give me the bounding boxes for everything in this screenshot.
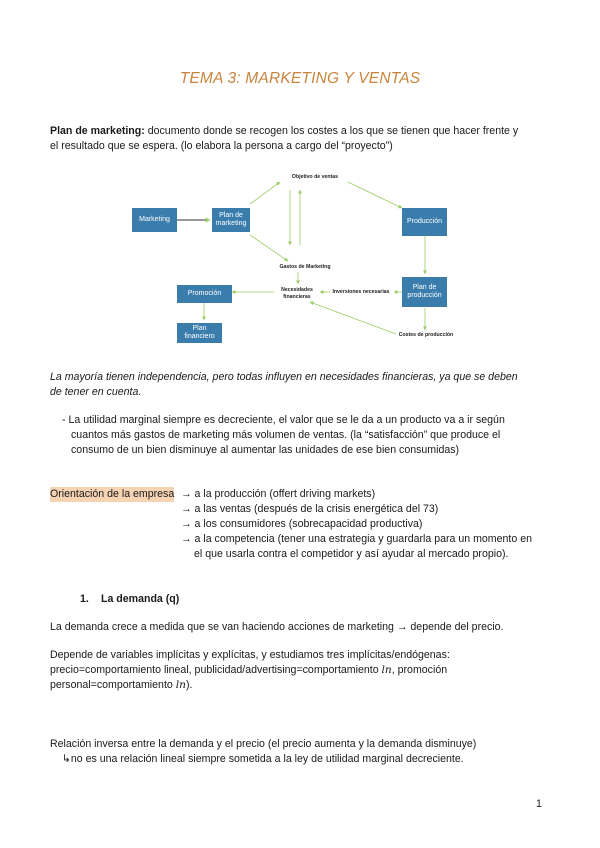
box-marketing: Marketing	[132, 208, 177, 232]
demanda-paragraph-3-line2: ↳no es una relación lineal siempre sometida a la ley de utilidad marginal decreciente.	[62, 753, 464, 765]
arrow-plan-gastos	[250, 235, 288, 261]
plan-definition	[50, 124, 560, 139]
arrow-costes-necesidades	[310, 302, 396, 334]
demanda-paragraph-2-line1: Depende de variables implícitas y explícitas, y estudiamos tres implícitas/endógenas:	[50, 649, 450, 661]
box-plan-marketing: Plan de marketing	[212, 208, 250, 232]
demanda-paragraph-1: La demanda crece a medida que se van haciendo acciones de marketing → depende del precio.	[50, 621, 504, 633]
section-heading-demanda: La demanda (q)	[101, 593, 180, 605]
demanda-paragraph-2-line3	[50, 678, 570, 693]
label-objetivo-ventas: Objetivo de ventas	[291, 174, 339, 180]
utilidad-line1: - La utilidad marginal siempre es decreciente, el valor que se le da a un producto va a ir según	[62, 414, 505, 426]
demanda-paragraph-3-line1: Relación inversa entre la demanda y el precio (el precio aumenta y la demanda disminuye)	[50, 738, 477, 750]
utilidad-line3: consumo de un bien disminuye al aumentar las unidades de ese bien consumidas)	[71, 444, 460, 456]
orientacion-item-produccion: → a la producción (offert driving markets)	[181, 488, 376, 500]
orientacion-label: Orientación de la empresa	[50, 488, 175, 500]
p2-line3-text-a: personal=comportamiento	[50, 679, 176, 691]
plan-definition-text: documento donde se recogen los costes a los que se tienen que hacer frente y	[144, 125, 519, 137]
orientacion-item-competencia: → a la competencia (tener una estrategia y guardarla para un momento en	[181, 533, 532, 545]
page-number: 1	[536, 798, 542, 810]
box-produccion: Producción	[402, 208, 447, 236]
p2-line2-text-a: precio=comportamiento lineal, publicidad/advertising=comportamiento	[50, 664, 382, 676]
page-title: TEMA 3: MARKETING Y VENTAS	[179, 70, 421, 87]
orientacion-item-competencia-cont: el que usarla contra el competidor y así ayudar al mercado propio).	[194, 548, 509, 560]
arrow-plan-objetivo	[250, 182, 280, 204]
label-gastos-marketing: Gastos de Marketing	[279, 264, 331, 270]
orientacion-item-ventas: → a las ventas (después de la crisis energética del 73)	[181, 503, 439, 515]
plan-definition-line2: el resultado que se espera. (lo elabora la persona a cargo del “proyecto”)	[50, 140, 393, 152]
independence-note-line1: La mayoría tienen independencia, pero todas influyen en necesidades financieras, ya que se deben	[50, 371, 518, 383]
p2-line3-text-b: ).	[185, 679, 193, 691]
label-necesidades-financieras: Necesidades financieras	[281, 287, 313, 300]
p2-line2-text-b: , promoción	[391, 664, 448, 676]
arrow-objetivo-produccion	[348, 182, 402, 208]
section-heading-number: 1.	[80, 593, 89, 605]
marketing-diagram	[120, 168, 480, 348]
box-plan-produccion: Plan de producción	[402, 277, 447, 307]
ln-symbol-2: ln	[175, 679, 186, 691]
box-promocion: Promoción	[177, 285, 232, 303]
utilidad-line2: cuantos más gastos de marketing más volumen de ventas. (la “satisfacción” que produce el	[71, 429, 501, 441]
demanda-paragraph-2-line2	[50, 663, 570, 678]
ln-symbol: ln	[381, 664, 392, 676]
label-costes-produccion: Costes de producción	[398, 332, 454, 338]
orientacion-item-consumidores: → a los consumidores (sobrecapacidad productiva)	[181, 518, 423, 530]
label-inversiones-necesarias: Inversiones necesarias	[332, 289, 390, 295]
plan-term: Plan de marketing:	[50, 125, 145, 137]
independence-note-line2: de tener en cuenta.	[50, 386, 142, 398]
diagram-arrows	[120, 168, 480, 348]
box-plan-financiero: Plan financiero	[177, 323, 222, 343]
